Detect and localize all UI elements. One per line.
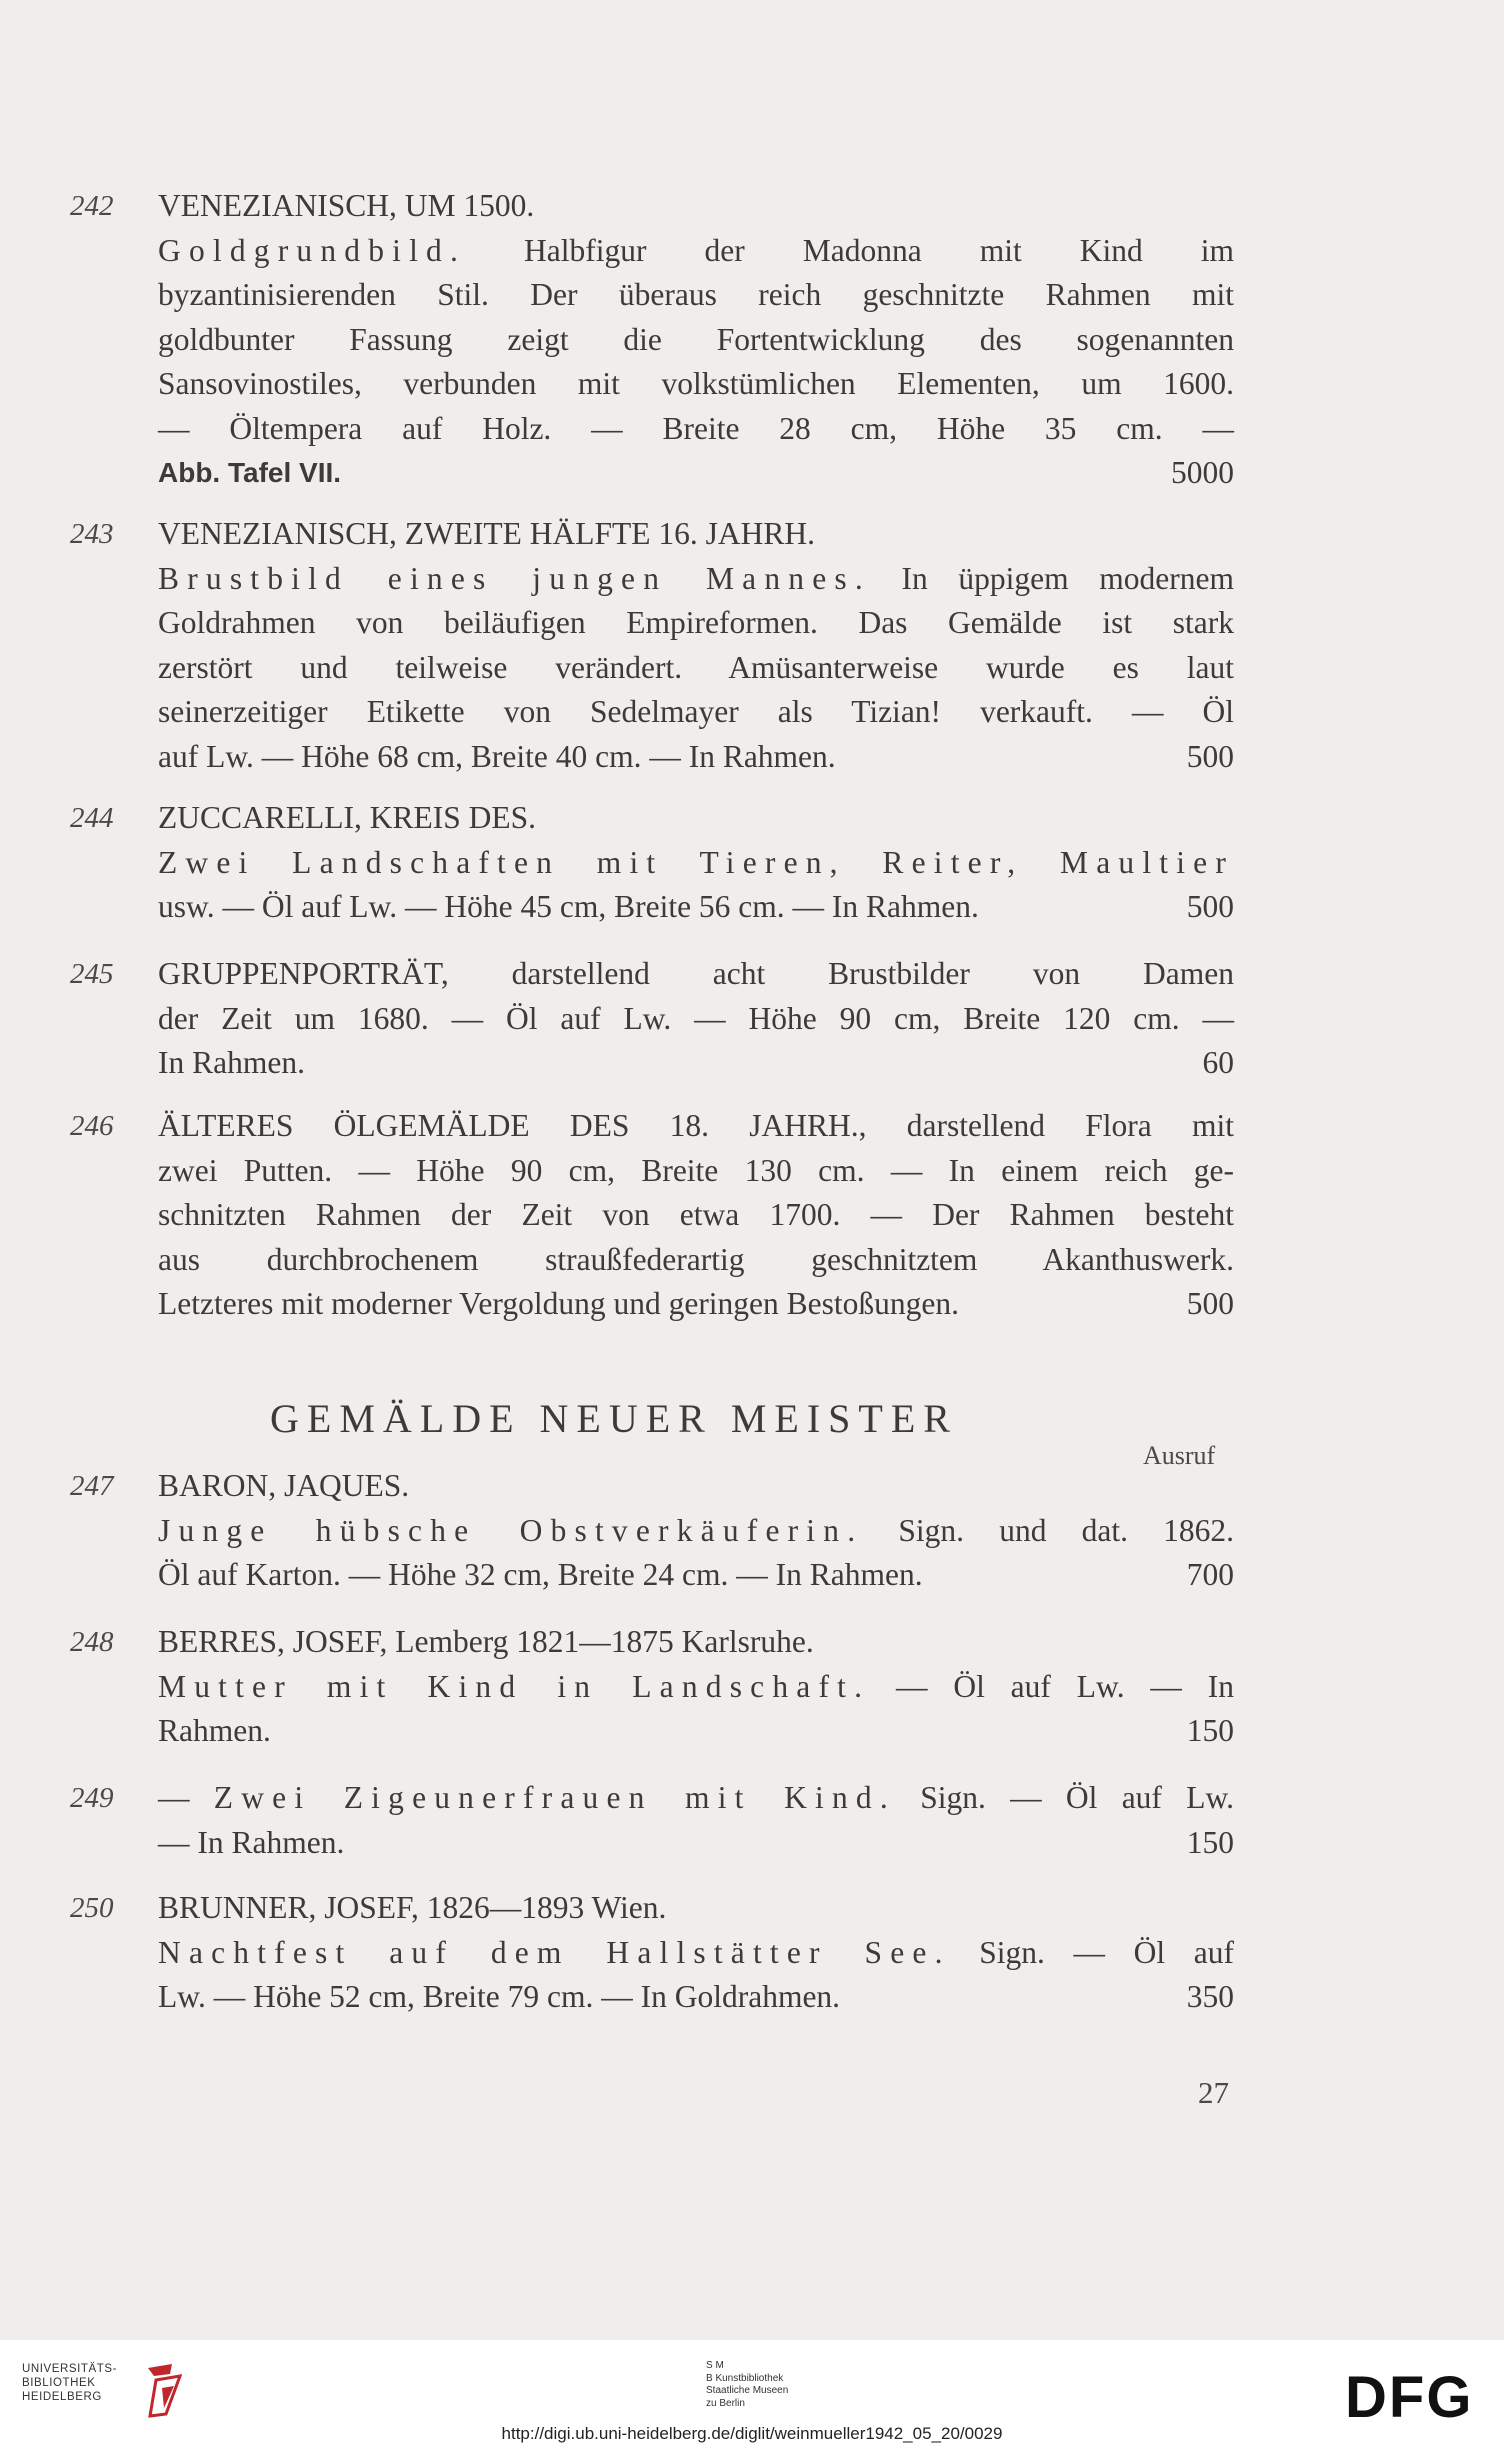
lot-entry-248 <box>70 1620 1235 1754</box>
digitization-footer <box>0 2340 1504 2451</box>
description-line: — Zwei Zigeunerfrauen mit Kind. Sign. — Öl auf Lw. <box>158 1780 1235 1815</box>
lot-entry-243 <box>70 512 1234 779</box>
lot-entry-249 <box>70 1776 1235 1865</box>
artwork-title: Zwei Zigeunerfrauen mit Kind. <box>213 1780 896 1815</box>
logo-text-line: BIBLIOTHEK <box>22 2377 96 2389</box>
logo-text-line: HEIDELBERG <box>22 2391 102 2403</box>
description-line: der Zeit um 1680. — Öl auf Lw. — Höhe 90 cm, Breite 120 cm. — <box>158 1000 1234 1036</box>
description-line: zwei Putten. — Höhe 90 cm, Breite 130 cm. — In einem reich ge- <box>158 1152 1234 1188</box>
lot-number: 248 <box>70 1626 114 1658</box>
lot-entry-245 <box>70 952 1234 1086</box>
price: 150 <box>1186 1824 1234 1860</box>
lot-number: 246 <box>70 1110 114 1142</box>
description-line: Goldgrundbild. Halbfigur der Madonna mit Kind im <box>158 232 1234 268</box>
artist-heading: GRUPPENPORTRÄT, darstellend acht Brustbilder von Damen <box>158 956 1234 991</box>
description-line: Junge hübsche Obstverkäuferin. Sign. und dat. 1862. <box>158 1512 1234 1548</box>
description-line: aus durchbrochenem straußfederartig geschnitztem Akanthuswerk. <box>158 1241 1234 1277</box>
lot-entry-246 <box>70 1104 1234 1327</box>
description-line: Sansovinostiles, verbunden mit volkstümlichen Elementen, um 1600. <box>158 366 1234 401</box>
description-line: byzantinisierenden Stil. Der überaus reich geschnitzte Rahmen mit <box>158 277 1234 312</box>
price: 350 <box>1186 1979 1234 2014</box>
document-url-link[interactable]: http://digi.ub.uni-heidelberg.de/diglit/weinmueller1942_05_20/0029 <box>501 2424 1003 2443</box>
lot-entry-250 <box>70 1886 1234 2020</box>
lot-entry-247 <box>70 1464 1234 1598</box>
description-line: Mutter mit Kind in Landschaft. — Öl auf Lw. — In <box>158 1668 1235 1704</box>
lot-number: 245 <box>70 958 114 990</box>
artwork-title: Goldgrundbild. <box>158 232 467 268</box>
description-line: zerstört und teilweise verändert. Amüsanterweise wurde es laut <box>158 649 1234 685</box>
section-title: GEMÄLDE NEUER MEISTER <box>270 1396 958 1441</box>
lot-number: 250 <box>70 1892 114 1924</box>
description-line: Öl auf Karton. — Höhe 32 cm, Breite 24 cm. — In Rahmen. 700 <box>158 1553 1234 1598</box>
artwork-title: Brustbild eines jungen Mannes. <box>158 560 871 596</box>
artist-heading: BARON, JAQUES. <box>158 1468 410 1503</box>
description-line: Rahmen. 150 <box>158 1709 1234 1754</box>
artist-heading: BERRES, JOSEF, Lemberg 1821—1875 Karlsruhe. <box>158 1624 814 1659</box>
price: 700 <box>1186 1557 1234 1592</box>
artist-heading: VENEZIANISCH, UM 1500. <box>158 188 535 223</box>
description-line: Goldrahmen von beiläufigen Empireformen. Das Gemälde ist stark <box>158 605 1234 640</box>
lot-number: 244 <box>70 802 114 834</box>
price: 150 <box>1186 1713 1234 1748</box>
heidelberg-crest-icon <box>140 2360 188 2418</box>
lot-number: 242 <box>70 190 114 222</box>
lot-entry-242 <box>70 184 1234 496</box>
description-line: goldbunter Fassung zeigt die Fortentwicklung des sogenannten <box>158 321 1234 357</box>
price: 500 <box>1186 738 1234 774</box>
artwork-title: Zwei Landschaften mit Tieren, Reiter, Maultier <box>158 844 1234 880</box>
artwork-title: Junge hübsche Obstverkäuferin. <box>158 1512 864 1548</box>
lot-number: 247 <box>70 1470 114 1502</box>
university-library-logo[interactable] <box>22 2362 117 2404</box>
artwork-title: Mutter mit Kind in Landschaft. <box>158 1668 871 1704</box>
description-line: seinerzeitiger Etikette von Sedelmayer als Tizian! verkauft. — Öl <box>158 694 1234 729</box>
logo-text-line: UNIVERSITÄTS- <box>22 2363 118 2375</box>
artwork-title: Nachtfest auf dem Hallstätter See. <box>158 1934 951 1970</box>
lot-number: 249 <box>70 1782 114 1814</box>
description-line: Lw. — Höhe 52 cm, Breite 79 cm. — In Goldrahmen. 350 <box>158 1975 1234 2020</box>
page-number: 27 <box>1198 2075 1229 2110</box>
description-line: schnitzten Rahmen der Zeit von etwa 1700. — Der Rahmen besteht <box>158 1197 1234 1232</box>
dfg-logo[interactable]: DFG <box>1345 2365 1474 2430</box>
description-line: — Öltempera auf Holz. — Breite 28 cm, Höhe 35 cm. — <box>158 410 1234 446</box>
description-line: — In Rahmen. 150 <box>158 1821 1234 1866</box>
ausruf-label: Ausruf <box>1143 1441 1216 1470</box>
price: 500 <box>1186 889 1234 924</box>
artist-heading: ZUCCARELLI, KREIS DES. <box>158 800 536 835</box>
description-line: Brustbild eines jungen Mannes. In üppigem modernem <box>158 560 1234 596</box>
artist-heading: VENEZIANISCH, ZWEITE HÄLFTE 16. JAHRH. <box>158 516 816 551</box>
lot-number: 243 <box>70 518 114 550</box>
kunstbibliothek-logo: S M B Kunstbibliothek Staatliche Museen zu Berlin <box>706 2360 789 2409</box>
artist-heading: ÄLTERES ÖLGEMÄLDE DES 18. JAHRH., darstellend Flora mit <box>158 1108 1234 1143</box>
description-line <box>158 451 1234 496</box>
description-line: usw. — Öl auf Lw. — Höhe 45 cm, Breite 56 cm. — In Rahmen. 500 <box>158 885 1234 930</box>
description-line: Nachtfest auf dem Hallstätter See. Sign. — Öl auf <box>158 1934 1234 1970</box>
description-line: auf Lw. — Höhe 68 cm, Breite 40 cm. — In Rahmen. 500 <box>158 735 1234 780</box>
price: 60 <box>1202 1045 1234 1080</box>
lot-entry-244 <box>70 796 1234 930</box>
description-line: In Rahmen. 60 <box>158 1041 1234 1086</box>
artist-heading: BRUNNER, JOSEF, 1826—1893 Wien. <box>158 1890 667 1925</box>
price: 500 <box>1186 1286 1234 1321</box>
price: 5000 <box>1171 455 1234 490</box>
description-line: Letzteres mit moderner Vergoldung und geringen Bestoßungen. 500 <box>158 1282 1234 1327</box>
plate-reference: Abb. Tafel VII. <box>158 457 342 488</box>
